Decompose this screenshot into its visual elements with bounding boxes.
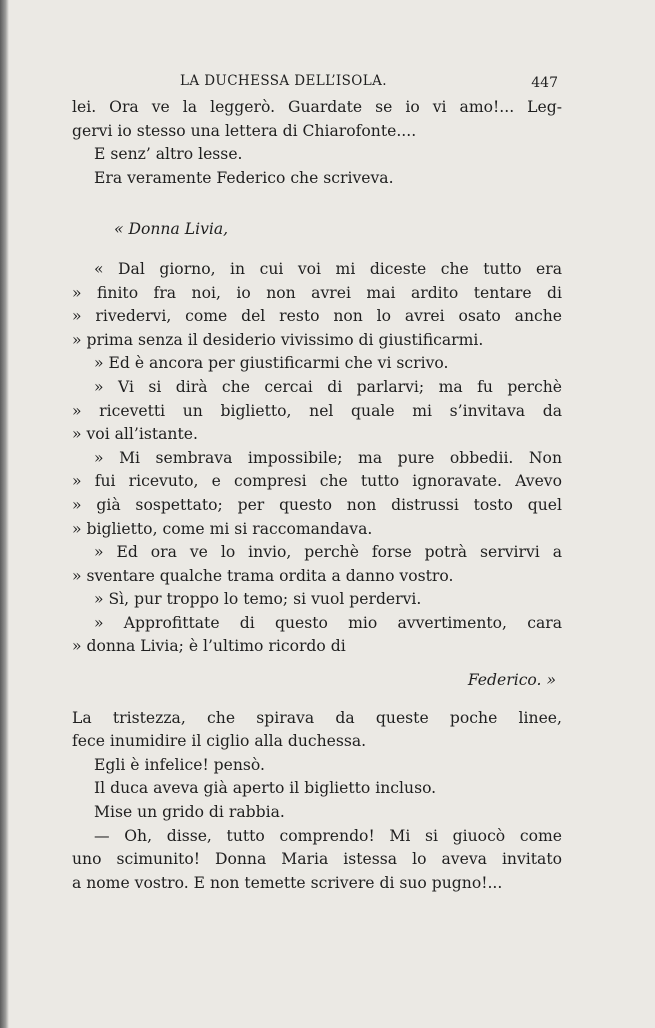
text-line: Mise un grido di rabbia.: [94, 803, 285, 822]
text-line: — Oh, disse, tutto comprendo! Mi si giuocò come: [94, 826, 562, 845]
text-line: a nome vostro. E non temette scrivere di suo pugno!...: [72, 873, 503, 892]
text-line: La tristezza, che spirava da queste poche linee,: [72, 708, 562, 727]
text-line: Era veramente Federico che scriveva.: [94, 168, 394, 187]
letter-line: » Sì, pur troppo lo temo; si vuol perdervi.: [94, 590, 422, 609]
letter-line: » Vi si dirà che cercai di parlarvi; ma fu perchè: [94, 377, 562, 396]
letter-line: » sventare qualche trama ordita a danno vostro.: [72, 566, 454, 585]
text-line: Il duca aveva già aperto il biglietto incluso.: [94, 779, 437, 798]
letter-line: » ricevetti un biglietto, nel quale mi s’invitava da: [72, 401, 562, 420]
text-line: lei. Ora ve la leggerò. Guardate se io vi amo!... Leg-: [72, 98, 562, 116]
letter-line: » biglietto, come mi si raccomandava.: [72, 519, 373, 538]
page-header: [72, 70, 562, 94]
text-line: gervi io stesso una lettera di Chiarofonte....: [72, 121, 417, 140]
text-line: fece inumidire il ciglio alla duchessa.: [72, 732, 367, 751]
letter-line: » Mi sembrava impossibile; ma pure obbedii. Non: [94, 448, 562, 467]
narrative-text: [72, 707, 562, 896]
letter-line: » Ed ora ve lo invio, perchè forse potrà servirvi a: [94, 543, 562, 562]
running-head: LA DUCHESSA DELL’ISOLA.: [180, 73, 387, 89]
letter-line: » finito fra noi, io non avrei mai ardito tentare di: [72, 283, 562, 302]
letter-line: » già sospettato; per questo non distrussi tosto quel: [72, 495, 562, 514]
text-line: E senz’ altro lesse.: [94, 145, 243, 164]
text-line: uno scimunito! Donna Maria istessa lo aveva invitato: [72, 850, 562, 869]
letter-body: [72, 258, 562, 659]
text-line: Egli è infelice! pensò.: [94, 755, 265, 774]
page-number: 447: [531, 75, 558, 91]
letter-line: » donna Livia; è l’ultimo ricordo di: [72, 637, 346, 656]
letter-line: » Approfittate di questo mio avvertimento, cara: [94, 613, 562, 632]
letter-line: » prima senza il desiderio vivissimo di giustificarmi.: [72, 330, 484, 349]
letter-line: » voi all’istante.: [72, 425, 198, 444]
letter-line: » rivedervi, come del resto non lo avrei osato anche: [72, 307, 562, 326]
letter-greeting: « Donna Livia,: [114, 220, 229, 239]
letter-line: » Ed è ancora per giustificarmi che vi scrivo.: [94, 354, 449, 373]
book-page: [72, 70, 562, 895]
letter-line: » fui ricevuto, e compresi che tutto ignoravate. Avevo: [72, 472, 562, 491]
intro-text: [72, 96, 562, 190]
book-spine-shadow: [0, 0, 9, 1028]
letter-signature: Federico. »: [467, 671, 556, 690]
letter-line: « Dal giorno, in cui voi mi diceste che tutto era: [94, 259, 562, 278]
